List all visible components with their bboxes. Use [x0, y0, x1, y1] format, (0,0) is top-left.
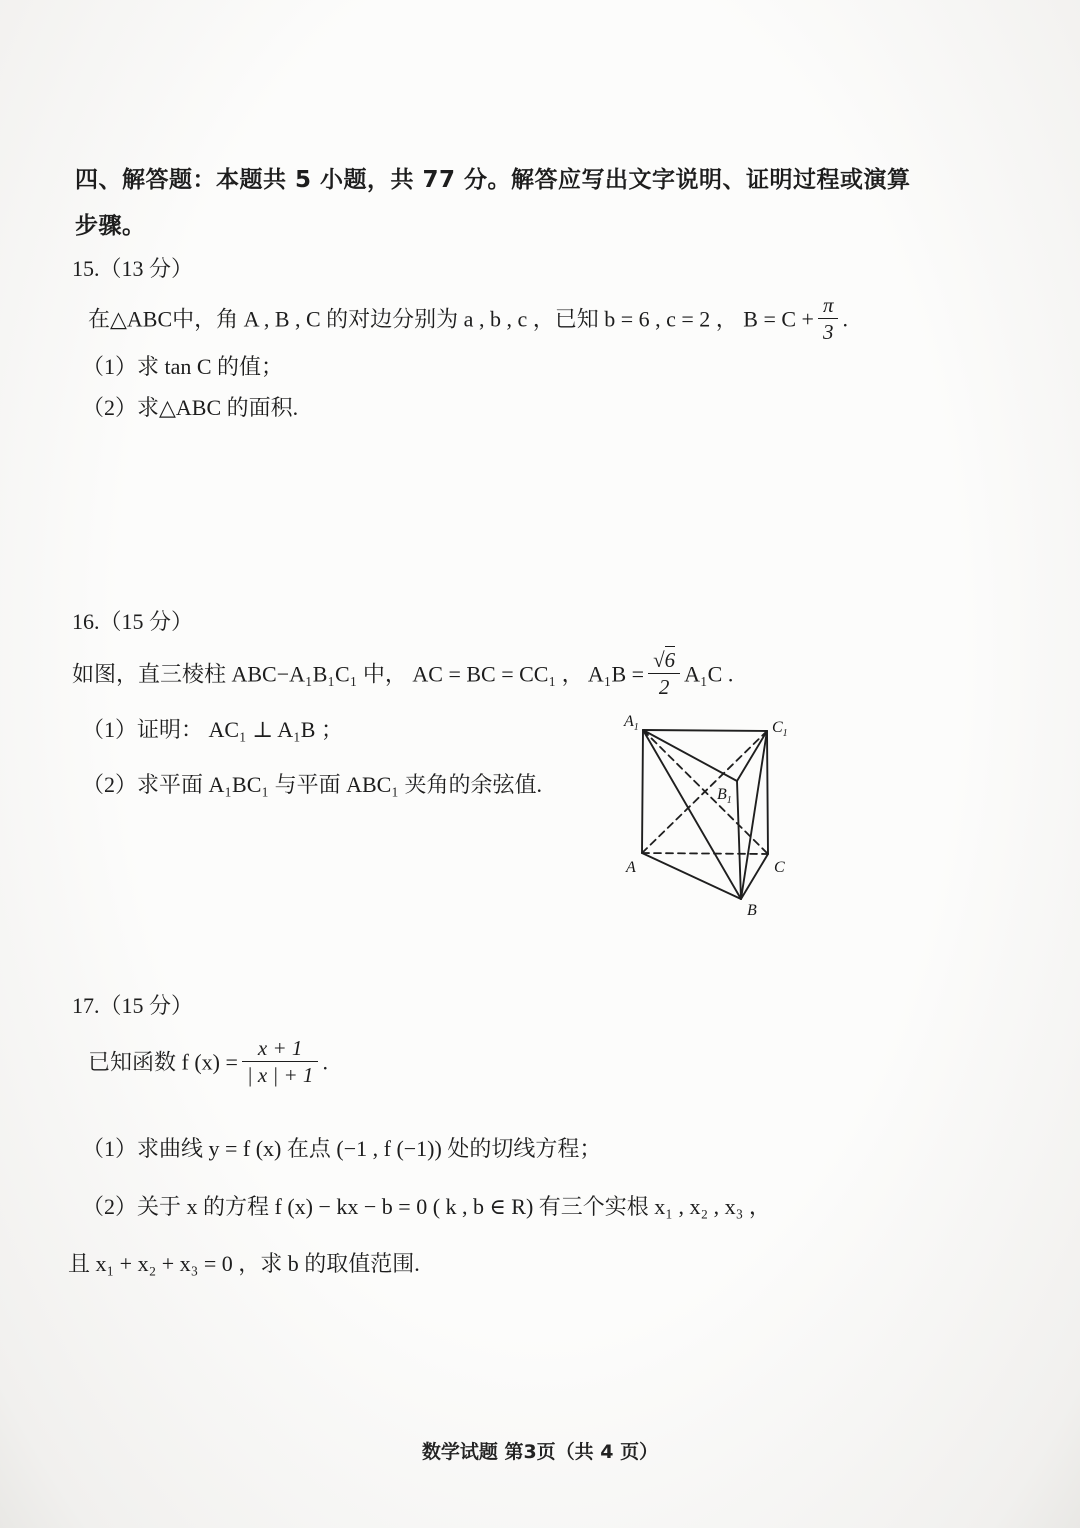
vertex-label-A: A — [626, 859, 636, 876]
q15-part1: （1）求 tan C 的值； — [82, 354, 284, 379]
vertex-label-C: C — [774, 859, 785, 876]
q16-stem-text: 如图，直三棱柱 ABC−A₁B₁C₁ 中， AC = BC = CC₁ ， A₁B = — [72, 661, 645, 687]
q15-part2: （2）求△ABC 的面积. — [82, 395, 299, 420]
q15-stem — [88, 293, 848, 346]
q17-part2: （2）关于 x 的方程 f (x) − kx − b = 0 ( k , b ∈ R) 有三个实根 x₁ , x₂ , x₃ ， — [82, 1194, 771, 1219]
section-header-line1: 四、解答题：本题共 5 小题，共 77 分。解答应写出文字说明、证明过程或演算 — [75, 167, 911, 193]
q17-stem-period: . — [322, 1049, 328, 1075]
q17-part2-continuation: 且 x₁ + x₂ + x₃ = 0 ，求 b 的取值范围. — [68, 1251, 420, 1276]
vertex-label-B: B — [747, 902, 757, 919]
q17-stem-text: 已知函数 f (x) = — [88, 1049, 238, 1075]
q17-number: 17.（15 分） — [72, 993, 194, 1018]
vertex-label-C1: $C_1$ — [772, 719, 788, 739]
vertex-label-A1: $A_1$ — [624, 713, 639, 733]
q16-sqrt-sign: √ — [653, 648, 665, 672]
q17-fraction-fx: $\frac{x + 1}{| x | + 1}$ — [242, 1037, 319, 1086]
q16-number: 16.（15 分） — [72, 609, 194, 634]
q16-sqrt-radicand: 6 — [664, 648, 676, 672]
q16-stem — [72, 648, 734, 701]
q15-stem-text: 在△ABC中，角 A , B , C 的对边分别为 a , b , c ，已知 b = 6 , c = 2 ， B = C + — [88, 306, 814, 332]
q17-part1: （1）求曲线 y = f (x) 在点 (−1 , f (−1)) 处的切线方程； — [82, 1136, 602, 1161]
q16-fraction-sqrt6-over-2: $\frac{√6}{2}$ — [648, 649, 680, 698]
page-footer: 数学试题 第3页（共 4 页） — [421, 1441, 659, 1463]
q16-part1: （1）证明： AC₁ ⊥ A₁B ； — [82, 717, 343, 742]
q15-fraction-pi-over-3: $\frac{\pi}{3}$ — [818, 294, 839, 343]
prism-solid-edges — [642, 730, 768, 899]
prism-figure — [610, 700, 820, 930]
section-header-line2: 步骤。 — [75, 213, 146, 239]
q17-stem — [88, 1036, 328, 1089]
q15-stem-period: . — [842, 306, 848, 332]
q16-stem-post: A₁C . — [684, 661, 734, 687]
vertex-label-B1: $B_1$ — [717, 786, 732, 806]
q15-number: 15.（13 分） — [72, 256, 194, 281]
q16-part2: （2）求平面 A₁BC₁ 与平面 ABC₁ 夹角的余弦值. — [82, 772, 542, 797]
